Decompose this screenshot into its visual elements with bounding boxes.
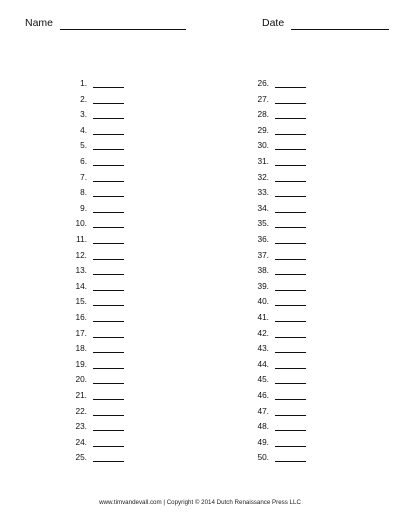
item-number: 19.	[75, 358, 87, 369]
answer-blank[interactable]	[93, 296, 124, 306]
answer-row	[62, 324, 124, 338]
item-number: 9.	[80, 202, 87, 213]
item-number: 10.	[75, 218, 87, 229]
answer-row	[244, 355, 306, 369]
answer-row	[62, 339, 124, 353]
answer-row	[244, 121, 306, 135]
item-number: 23.	[75, 421, 87, 432]
answer-row	[244, 183, 306, 197]
answer-blank[interactable]	[275, 250, 306, 260]
item-number: 50.	[257, 452, 269, 463]
answer-row	[62, 308, 124, 322]
item-number: 8.	[80, 187, 87, 198]
answer-blank[interactable]	[93, 437, 124, 447]
answer-blank[interactable]	[275, 359, 306, 369]
answer-blank[interactable]	[275, 172, 306, 182]
item-number: 40.	[257, 296, 269, 307]
item-number: 24.	[75, 436, 87, 447]
item-number: 29.	[257, 124, 269, 135]
item-number: 34.	[257, 202, 269, 213]
answer-blank[interactable]	[93, 281, 124, 291]
answer-row	[62, 183, 124, 197]
answer-row	[244, 152, 306, 166]
footer-copyright: www.timvandevall.com | Copyright © 2014 Dutch Renaissance Press LLC	[99, 499, 301, 506]
answer-row	[244, 214, 306, 228]
answer-blank[interactable]	[275, 187, 306, 197]
answer-blank[interactable]	[275, 374, 306, 384]
item-number: 30.	[257, 140, 269, 151]
answer-row	[62, 402, 124, 416]
item-number: 22.	[75, 405, 87, 416]
item-number: 21.	[75, 390, 87, 400]
item-number: 28.	[257, 109, 269, 120]
date-field	[262, 16, 389, 30]
answer-blank[interactable]	[93, 78, 124, 88]
item-number: 41.	[257, 312, 269, 322]
item-number: 11.	[76, 234, 87, 244]
answer-blank[interactable]	[93, 218, 124, 228]
answer-blank[interactable]	[275, 218, 306, 228]
answer-blank[interactable]	[93, 390, 124, 400]
answer-row	[244, 386, 306, 400]
item-number: 48.	[257, 421, 269, 432]
item-number: 35.	[257, 218, 269, 229]
answer-blank[interactable]	[275, 296, 306, 306]
answer-blank[interactable]	[93, 343, 124, 353]
answer-row	[244, 246, 306, 260]
answer-blank[interactable]	[93, 187, 124, 197]
item-number: 26.	[257, 78, 269, 88]
item-number: 12.	[75, 249, 87, 260]
item-number: 33.	[257, 187, 269, 198]
answer-row	[244, 417, 306, 431]
item-number: 3.	[80, 109, 87, 120]
answer-blank[interactable]	[275, 140, 306, 150]
item-number: 42.	[257, 327, 269, 338]
answer-row	[62, 277, 124, 291]
answer-blank[interactable]	[275, 281, 306, 291]
answer-blank[interactable]	[93, 250, 124, 260]
answer-row	[244, 277, 306, 291]
answer-blank[interactable]	[93, 265, 124, 275]
answer-row	[244, 433, 306, 447]
answer-blank[interactable]	[93, 140, 124, 150]
answer-blank[interactable]	[275, 406, 306, 416]
answer-row	[244, 448, 306, 462]
answer-row	[244, 199, 306, 213]
answer-blank[interactable]	[275, 94, 306, 104]
answer-row	[62, 355, 124, 369]
answer-row	[244, 324, 306, 338]
item-number: 39.	[257, 280, 269, 291]
answer-blank[interactable]	[93, 374, 124, 384]
answer-blank[interactable]	[275, 437, 306, 447]
answer-row	[244, 105, 306, 119]
item-number: 1.	[80, 78, 87, 88]
answer-row	[62, 386, 124, 400]
answer-row	[244, 90, 306, 104]
answer-blank[interactable]	[275, 265, 306, 275]
answer-row	[62, 261, 124, 275]
item-number: 38.	[257, 265, 269, 276]
answer-row	[62, 433, 124, 447]
date-label: Date	[262, 17, 285, 29]
item-number: 37.	[257, 249, 269, 260]
answer-blank[interactable]	[275, 109, 306, 119]
answer-blank[interactable]	[275, 78, 306, 88]
item-number: 13.	[75, 265, 87, 276]
answer-blank[interactable]	[275, 203, 306, 213]
answer-row	[62, 152, 124, 166]
item-number: 47.	[257, 405, 269, 416]
answer-row	[244, 230, 306, 244]
answer-blank[interactable]	[275, 156, 306, 166]
answer-blank[interactable]	[93, 406, 124, 416]
answer-blank[interactable]	[275, 452, 306, 462]
answer-row	[62, 74, 124, 88]
item-number: 18.	[75, 343, 87, 354]
answer-blank[interactable]	[93, 421, 124, 431]
answer-row	[244, 74, 306, 88]
name-label: Name	[25, 17, 54, 29]
name-field	[25, 16, 186, 30]
answer-row	[62, 417, 124, 431]
name-line[interactable]	[60, 18, 186, 30]
answer-blank[interactable]	[275, 125, 306, 135]
item-number: 2.	[80, 93, 87, 104]
item-number: 31.	[257, 156, 269, 166]
item-number: 20.	[75, 374, 87, 385]
answer-row	[244, 402, 306, 416]
answer-row	[244, 136, 306, 150]
answer-row	[244, 370, 306, 384]
answer-blank[interactable]	[93, 109, 124, 119]
answer-row	[62, 292, 124, 306]
answer-row	[62, 214, 124, 228]
answer-row	[244, 292, 306, 306]
answer-row	[244, 339, 306, 353]
answer-blank[interactable]	[93, 94, 124, 104]
item-number: 46.	[257, 390, 269, 400]
answer-blank[interactable]	[275, 312, 306, 322]
item-number: 45.	[257, 374, 269, 385]
answer-row	[244, 261, 306, 275]
answer-row	[62, 230, 124, 244]
answer-blank[interactable]	[93, 359, 124, 369]
answer-blank[interactable]	[93, 172, 124, 182]
answer-row	[62, 121, 124, 135]
item-number: 5.	[80, 140, 87, 151]
answer-row	[62, 90, 124, 104]
worksheet-header	[0, 16, 400, 36]
item-number: 6.	[80, 156, 87, 166]
item-number: 7.	[80, 171, 87, 182]
answer-row	[62, 105, 124, 119]
answer-blank[interactable]	[275, 421, 306, 431]
answer-row	[62, 168, 124, 182]
item-number: 49.	[257, 436, 269, 447]
answer-blank[interactable]	[93, 328, 124, 338]
item-number: 25.	[75, 452, 87, 463]
answer-row	[62, 136, 124, 150]
answer-blank[interactable]	[275, 390, 306, 400]
answer-row	[244, 308, 306, 322]
item-number: 15.	[75, 296, 87, 307]
item-number: 32.	[257, 171, 269, 182]
item-number: 14.	[75, 280, 87, 291]
item-number: 17.	[75, 327, 87, 338]
answer-blank[interactable]	[275, 234, 306, 244]
item-number: 16.	[75, 312, 87, 322]
answer-blank[interactable]	[93, 125, 124, 135]
answer-blank[interactable]	[93, 234, 124, 244]
answer-blank[interactable]	[93, 156, 124, 166]
item-number: 4.	[80, 124, 87, 135]
answer-blank[interactable]	[275, 328, 306, 338]
item-number: 44.	[257, 358, 269, 369]
item-number: 27.	[257, 93, 269, 104]
answer-blank[interactable]	[93, 203, 124, 213]
answer-blank[interactable]	[275, 343, 306, 353]
item-number: 43.	[257, 343, 269, 354]
answer-blank[interactable]	[93, 312, 124, 322]
date-line[interactable]	[291, 18, 389, 30]
answer-row	[244, 168, 306, 182]
answer-row	[62, 448, 124, 462]
answer-row	[62, 370, 124, 384]
answer-row	[62, 199, 124, 213]
item-number: 36.	[257, 234, 269, 244]
answer-blank[interactable]	[93, 452, 124, 462]
answer-row	[62, 246, 124, 260]
